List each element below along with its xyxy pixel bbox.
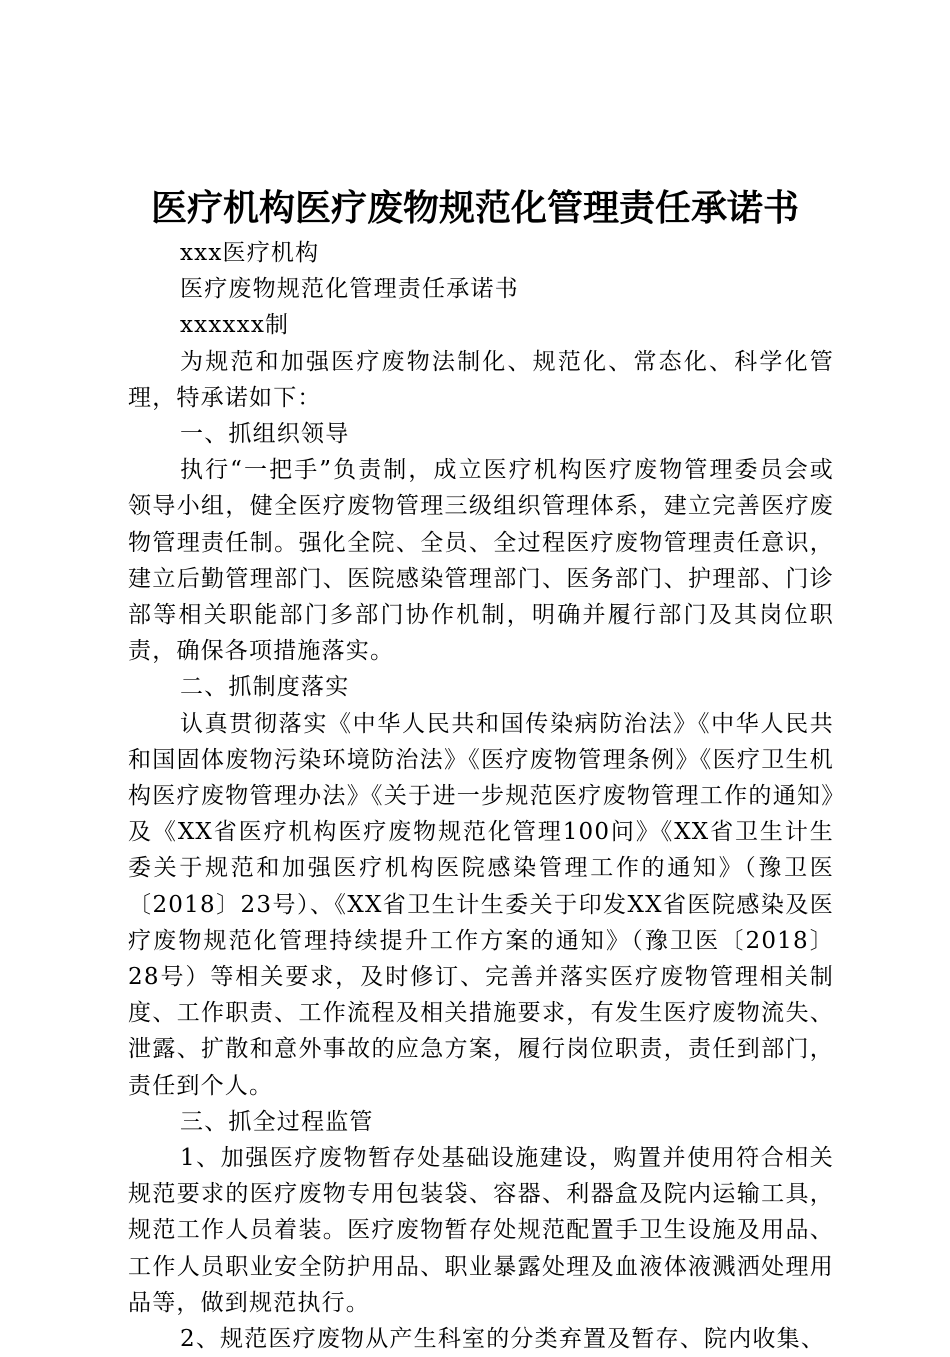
section-heading: 一、抓组织领导 — [180, 421, 350, 448]
document-name-line: 医疗废物规范化管理责任承诺书 — [180, 276, 519, 303]
section-paragraph: 1、加强医疗废物暂存处基础设施建设，购置并使用符合相关规范要求的医疗废物专用包装袋、容器、利器盒及院内运输工具，规范工作人员着装。医疗废物暂存处规范配置手卫生设施及用品、工作人员职业安全防护用品、职业暴露处理及血液体液溅洒处理用品等，做到规范执行。 — [128, 1145, 834, 1316]
maker-line: xxxxxx制 — [180, 312, 290, 339]
document-body — [128, 235, 834, 1357]
intro-paragraph: 为规范和加强医疗废物法制化、规范化、常态化、科学化管理，特承诺如下： — [128, 348, 834, 411]
organization-line: xxx医疗机构 — [180, 240, 320, 266]
document-title: 医疗机构医疗废物规范化管理责任承诺书 — [150, 188, 799, 229]
section-paragraph: 2、规范医疗废物从产生科室的分类弃置及暂存、院内收集、 — [180, 1326, 826, 1353]
section-paragraph: 认真贯彻落实《中华人民共和国传染病防治法》《中华人民共和国固体废物污染环境防治法》《医疗废物管理条例》《医疗卫生机构医疗废物管理办法》《关于进一步规范医疗废物管理工作的通知》及《XX省医疗机构医疗废物规范化管理100问》《XX省卫生计生委关于规范和加强医疗机构医院感染管理工作的通知》（豫卫医〔2018〕23号）、《XX省卫生计生委关于印发XX省医院感染及医疗废物规范化管理持续提升工作方案的通知》（豫卫医〔2018〕28号）等相关要求，及时修订、完善并落实医疗废物管理相关制度、工作职责、工作流程及相关措施要求，有发生医疗废物流失、泄露、扩散和意外事故的应急方案，履行岗位职责，责任到部门，责任到个人。 — [128, 710, 834, 1099]
section-paragraph: 执行“一把手”负责制，成立医疗机构医疗废物管理委员会或领导小组，健全医疗废物管理三级组织管理体系，建立完善医疗废物管理责任制。强化全院、全员、全过程医疗废物管理责任意识，建立后勤管理部门、医院感染管理部门、医务部门、护理部、门诊部等相关职能部门多部门协作机制，明确并履行部门及其岗位职责，确保各项措施落实。 — [128, 457, 834, 665]
section-heading: 三、抓全过程监管 — [180, 1108, 374, 1135]
section-heading: 二、抓制度落实 — [180, 674, 350, 701]
